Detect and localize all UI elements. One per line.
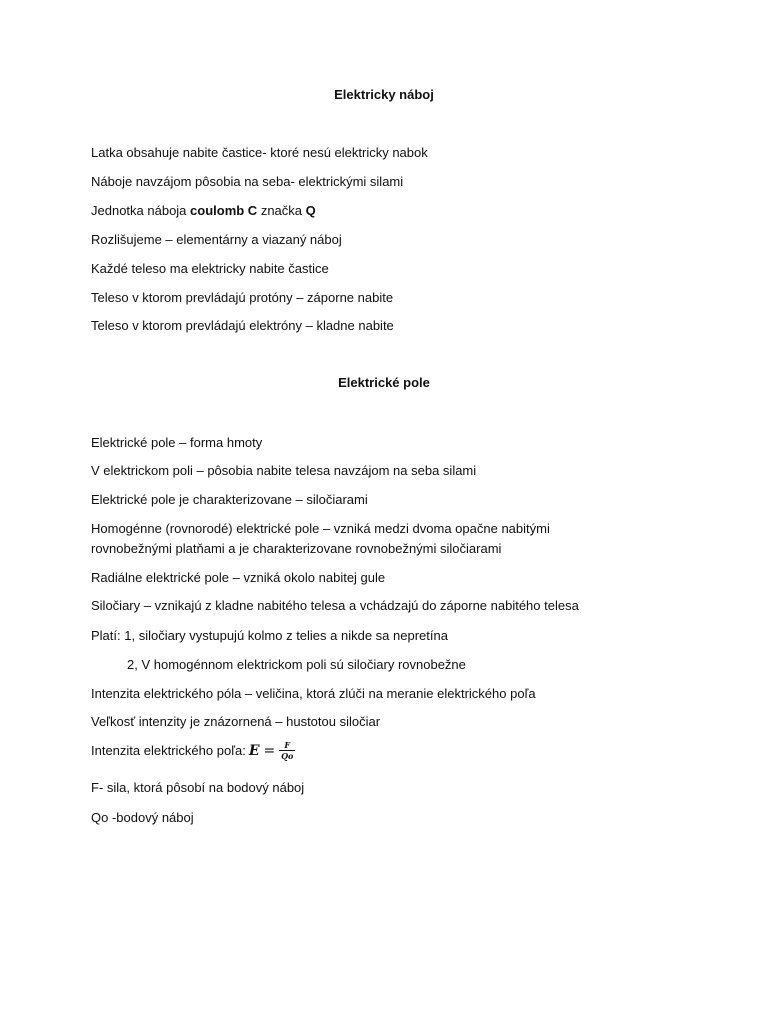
formula-label: Intenzita elektrického poľa: (91, 742, 246, 758)
heading-elektricky-naboj: Elektricky náboj (334, 87, 434, 102)
text-line-indented: 2, V homogénnom elektrickom poli sú siločiary rovnobežne (127, 657, 466, 672)
unit-name: coulomb C (190, 203, 258, 218)
text-line: Teleso v ktorom prevládajú protóny – záporne nabite (91, 290, 394, 305)
text-line: Intenzita elektrického póla – veličina, ktorá zlúči na meranie elektrického poľa (91, 686, 536, 701)
text-line: Náboje navzájom pôsobia na seba- elektrickými silami (91, 174, 404, 189)
text-line: Radiálne elektrické pole – vzniká okolo nabitej gule (91, 570, 386, 585)
text-line: Veľkosť intenzity je znázornená – hustotou siločiar (91, 714, 381, 729)
text-line: Rozlišujeme – elementárny a viazaný náboj (91, 232, 342, 247)
formula-lhs: E (248, 742, 260, 759)
formula-denominator: Qo (281, 751, 294, 761)
heading-elektricke-pole: Elektrické pole (338, 375, 430, 390)
unit-line-middle: značka (257, 203, 306, 218)
text-line: Platí: 1, siločiary vystupujú kolmo z telies a nikde sa nepretína (91, 628, 448, 643)
text-line: Teleso v ktorom prevládajú elektróny – kladne nabite (91, 318, 394, 333)
text-line: Elektrické pole je charakterizovane – siločiarami (91, 492, 368, 507)
text-line: V elektrickom poli – pôsobia nabite telesa navzájom na seba silami (91, 463, 477, 478)
formula-equals: = (263, 742, 276, 759)
text-line: Každé teleso ma elektricky nabite častice (91, 261, 329, 276)
text-line: Siločiary – vznikajú z kladne nabitého telesa a vchádzajú do záporne nabitého telesa (91, 598, 579, 613)
text-line: Qo -bodový náboj (91, 810, 194, 825)
formula-numerator: F (284, 740, 291, 750)
formula-line (91, 740, 295, 761)
text-line: Latka obsahuje nabite častice- ktoré nesú elektricky nabok (91, 145, 428, 160)
unit-symbol: Q (305, 203, 316, 218)
unit-line (91, 201, 691, 221)
formula-fraction (279, 740, 295, 761)
unit-line-prefix: Jednotka náboja (91, 203, 191, 218)
text-line: Elektrické pole – forma hmoty (91, 435, 263, 450)
text-line: F- sila, ktorá pôsobí na bodový náboj (91, 780, 305, 795)
paragraph-homogenne: Homogénne (rovnorodé) elektrické pole – vzniká medzi dvoma opačne nabitými rovnobežnými platňami a je charakterizovane rovnobežnými siločiarami (91, 521, 550, 556)
